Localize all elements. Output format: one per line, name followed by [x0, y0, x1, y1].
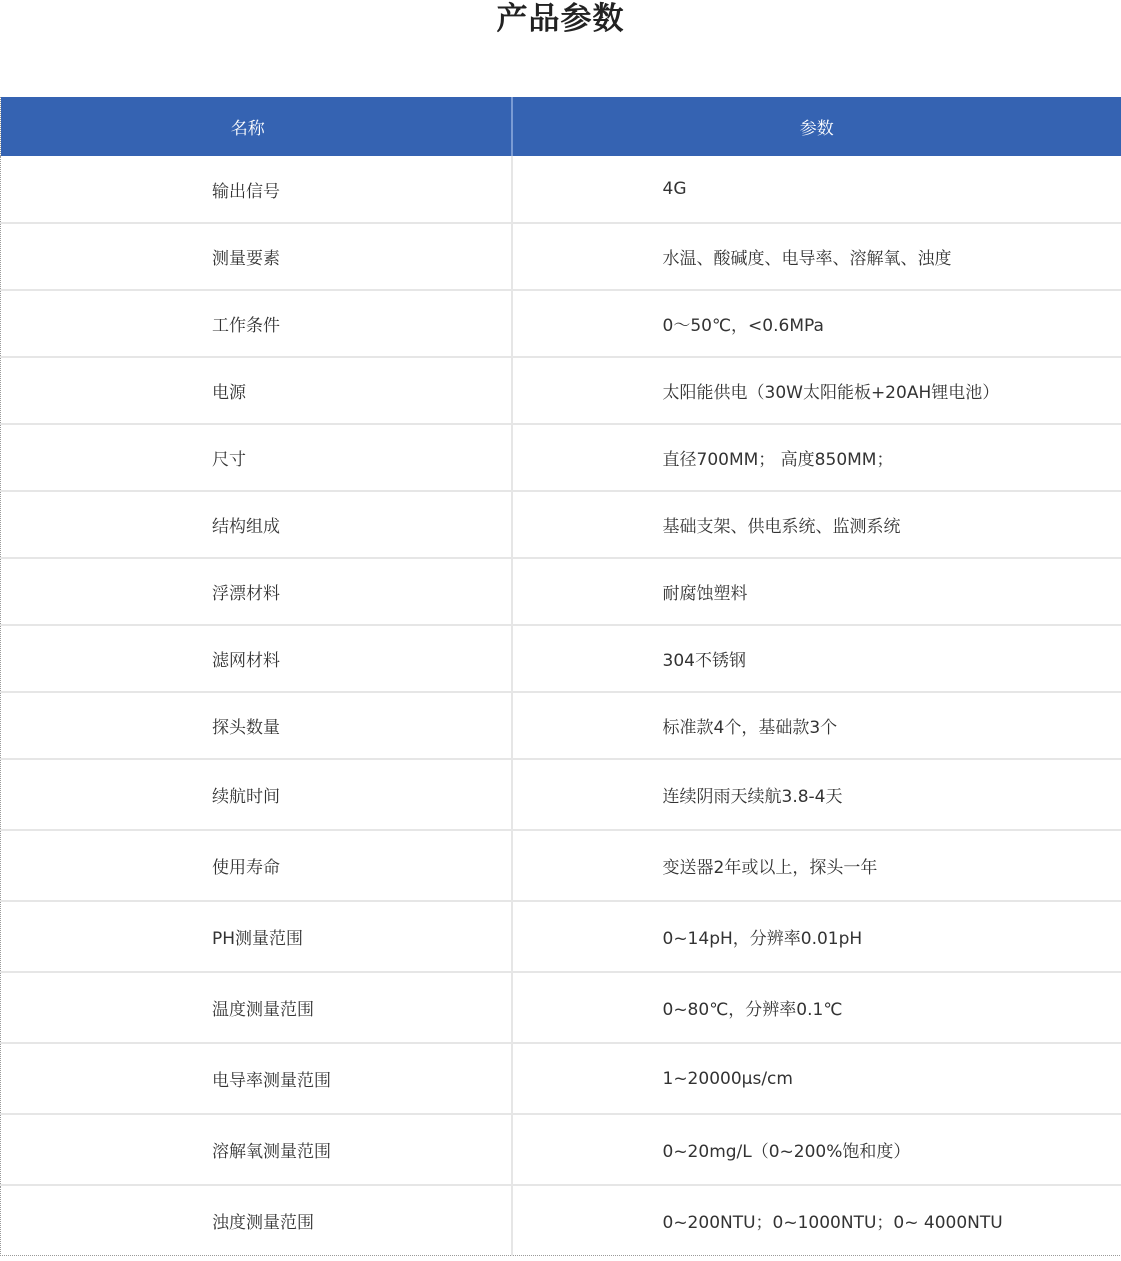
row-name: 测量要素 — [1, 223, 512, 290]
row-name: 续航时间 — [1, 759, 512, 830]
table-row — [1, 223, 1121, 290]
row-value: 太阳能供电（30W太阳能板+20AH锂电池） — [512, 357, 1121, 424]
header-name: 名称 — [1, 97, 512, 156]
row-name: 探头数量 — [1, 692, 512, 759]
row-name: 电源 — [1, 357, 512, 424]
table-header — [1, 97, 1121, 156]
table-row — [1, 491, 1121, 558]
row-value: 0~14pH，分辨率0.01pH — [512, 901, 1121, 972]
row-name: 温度测量范围 — [1, 972, 512, 1043]
row-name: 结构组成 — [1, 491, 512, 558]
row-name: 浊度测量范围 — [1, 1185, 512, 1255]
row-value: 304不锈钢 — [512, 625, 1121, 692]
row-value: 耐腐蚀塑料 — [512, 558, 1121, 625]
row-name: 尺寸 — [1, 424, 512, 491]
table-body — [1, 156, 1121, 1255]
spec-table — [0, 97, 1121, 1256]
table-row — [1, 759, 1121, 830]
header-row — [1, 97, 1121, 156]
row-name: 工作条件 — [1, 290, 512, 357]
page-title: 产品参数 — [496, 1, 625, 37]
table-row — [1, 290, 1121, 357]
row-value: 基础支架、供电系统、监测系统 — [512, 491, 1121, 558]
row-name: 使用寿命 — [1, 830, 512, 901]
table-row — [1, 901, 1121, 972]
row-name: 输出信号 — [1, 156, 512, 223]
row-value: 连续阴雨天续航3.8-4天 — [512, 759, 1121, 830]
row-value: 变送器2年或以上，探头一年 — [512, 830, 1121, 901]
row-value: 1~20000μs/cm — [512, 1043, 1121, 1114]
row-name: 溶解氧测量范围 — [1, 1114, 512, 1185]
row-name: 电导率测量范围 — [1, 1043, 512, 1114]
row-value: 0~20mg/L（0~200%饱和度） — [512, 1114, 1121, 1185]
row-value: 直径700MM； 高度850MM； — [512, 424, 1121, 491]
header-value: 参数 — [512, 97, 1121, 156]
row-value: 标准款4个，基础款3个 — [512, 692, 1121, 759]
table-row — [1, 424, 1121, 491]
row-value: 0~200NTU；0~1000NTU；0~ 4000NTU — [662, 1212, 1003, 1233]
table-row — [1, 558, 1121, 625]
table-row — [1, 625, 1121, 692]
table-row — [1, 1185, 1121, 1255]
row-name: 滤网材料 — [1, 625, 512, 692]
table-row — [1, 156, 1121, 223]
row-value: 水温、酸碱度、电导率、溶解氧、浊度 — [512, 223, 1121, 290]
table-row — [1, 830, 1121, 901]
row-name: PH测量范围 — [1, 901, 512, 972]
row-name: 浮漂材料 — [1, 558, 512, 625]
row-value: 4G — [512, 156, 1121, 223]
row-value: 0～50℃，<0.6MPa — [512, 290, 1121, 357]
table-row — [1, 972, 1121, 1043]
table-row — [1, 357, 1121, 424]
table-row — [1, 1114, 1121, 1185]
row-value: 0~80℃，分辨率0.1℃ — [512, 972, 1121, 1043]
table-row — [1, 692, 1121, 759]
table-row — [1, 1043, 1121, 1114]
